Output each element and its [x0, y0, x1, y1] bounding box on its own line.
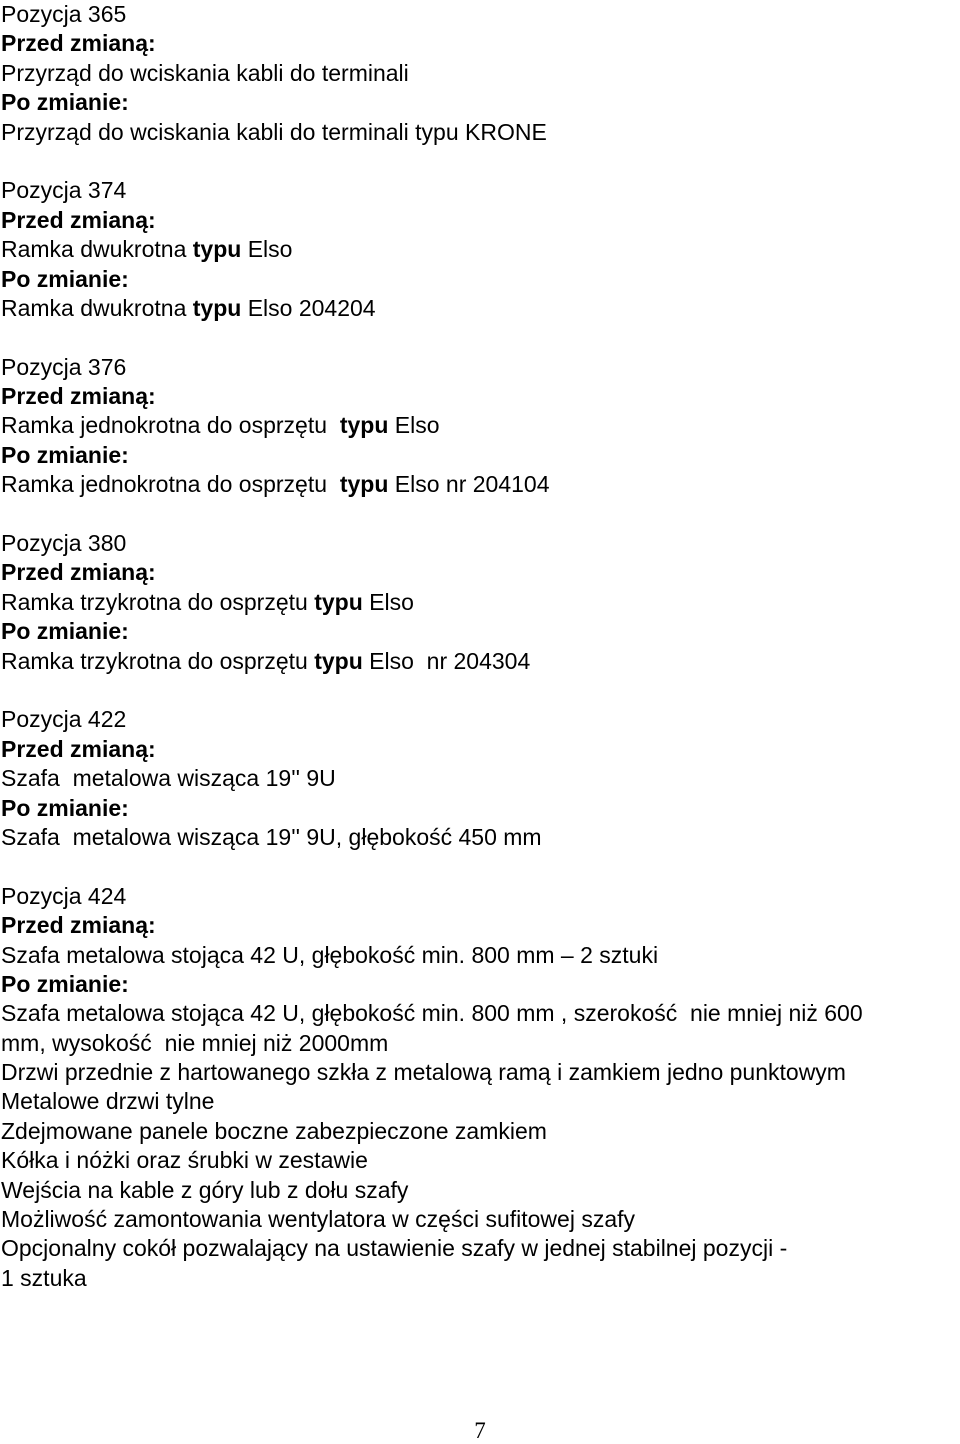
section-gap [1, 323, 956, 352]
text-segment: typu [314, 588, 363, 615]
position-heading: Pozycja 374 [1, 177, 127, 204]
after-change-label: Po zmianie: [1, 441, 129, 468]
text-segment: Wejścia na kable z góry lub z dołu szafy [1, 1176, 409, 1203]
after-change-text [1, 1087, 956, 1116]
text-segment: Szafa metalowa wisząca 19'' 9U, głębokość 450 mm [1, 823, 542, 850]
text-segment: Elso nr 204304 [362, 647, 531, 674]
text-segment: Ramka dwukrotna [1, 236, 193, 263]
text-segment: Szafa metalowa stojąca 42 U, głębokość min. 800 mm – 2 sztuki [1, 941, 659, 968]
after-change-text [1, 294, 956, 323]
before-change-label: Przed zmianą: [1, 912, 156, 939]
after-change-text [1, 1146, 956, 1175]
text-segment: typu [314, 647, 363, 674]
text-segment: Opcjonalny cokół pozwalający na ustawienie szafy w jednej stabilnej pozycji - [1, 1235, 788, 1262]
text-segment: typu [192, 236, 242, 263]
after-change-text [1, 1234, 956, 1263]
section-gap [1, 676, 956, 705]
text-segment: Elso [362, 588, 414, 615]
position-heading: Pozycja 376 [1, 353, 127, 380]
before-change-text [1, 764, 956, 793]
position-heading: Pozycja 422 [1, 706, 127, 733]
text-segment: mm, wysokość nie mniej niż 2000mm [1, 1029, 389, 1056]
after-change-text [1, 999, 956, 1028]
section-gap [1, 852, 956, 881]
text-segment: Możliwość zamontowania wentylatora w części sufitowej szafy [1, 1206, 636, 1233]
text-segment: Ramka jednokrotna do osprzętu [1, 471, 340, 498]
section-gap [1, 500, 956, 529]
document-body [1, 0, 956, 1293]
before-change-text [1, 941, 956, 970]
text-segment: Elso nr 204104 [388, 471, 550, 498]
text-segment: Metalowe drzwi tylne [1, 1088, 215, 1115]
page-number: 7 [474, 1418, 486, 1443]
after-change-text [1, 1117, 956, 1146]
after-change-label: Po zmianie: [1, 970, 129, 997]
before-change-label: Przed zmianą: [1, 735, 156, 762]
before-change-text [1, 588, 956, 617]
position-heading: Pozycja 380 [1, 530, 127, 557]
after-change-text [1, 823, 956, 852]
text-segment: 1 sztuka [1, 1264, 87, 1291]
after-change-text [1, 1264, 956, 1293]
text-segment: Elso 204204 [241, 294, 376, 321]
text-segment: Szafa metalowa wisząca 19'' 9U [1, 765, 336, 792]
after-change-text [1, 1058, 956, 1087]
text-segment: typu [192, 294, 242, 321]
after-change-text [1, 1176, 956, 1205]
after-change-label: Po zmianie: [1, 794, 129, 821]
position-heading: Pozycja 365 [1, 1, 127, 27]
before-change-label: Przed zmianą: [1, 383, 156, 410]
text-segment: Przyrząd do wciskania kabli do terminali typu KRONE [1, 118, 547, 145]
position-heading: Pozycja 424 [1, 882, 127, 909]
after-change-text [1, 118, 956, 147]
text-segment: typu [339, 412, 389, 439]
before-change-text [1, 235, 956, 264]
before-change-text [1, 411, 956, 440]
text-segment: Kółka i nóżki oraz śrubki w zestawie [1, 1147, 368, 1174]
text-segment: Ramka jednokrotna do osprzętu [1, 412, 340, 439]
text-segment: Przyrząd do wciskania kabli do terminali [1, 59, 409, 86]
section-gap [1, 147, 956, 176]
text-segment: Elso [241, 236, 293, 263]
text-segment: Ramka trzykrotna do osprzętu [1, 647, 315, 674]
text-segment: Zdejmowane panele boczne zabezpieczone zamkiem [1, 1117, 547, 1144]
before-change-label: Przed zmianą: [1, 206, 156, 233]
after-change-text [1, 470, 956, 499]
after-change-label: Po zmianie: [1, 265, 129, 292]
text-segment: Drzwi przednie z hartowanego szkła z metalową ramą i zamkiem jedno punktowym [1, 1059, 846, 1086]
after-change-text [1, 1029, 956, 1058]
before-change-label: Przed zmianą: [1, 559, 156, 586]
text-segment: Ramka trzykrotna do osprzętu [1, 588, 315, 615]
before-change-label: Przed zmianą: [1, 30, 156, 57]
after-change-text [1, 647, 956, 676]
text-segment: Ramka dwukrotna [1, 294, 193, 321]
text-segment: Elso [388, 412, 440, 439]
text-segment: Szafa metalowa stojąca 42 U, głębokość min. 800 mm , szerokość nie mniej niż 600 [1, 1000, 863, 1027]
after-change-text [1, 1205, 956, 1234]
after-change-label: Po zmianie: [1, 89, 129, 116]
after-change-label: Po zmianie: [1, 618, 129, 645]
text-segment: typu [339, 471, 389, 498]
before-change-text [1, 59, 956, 88]
